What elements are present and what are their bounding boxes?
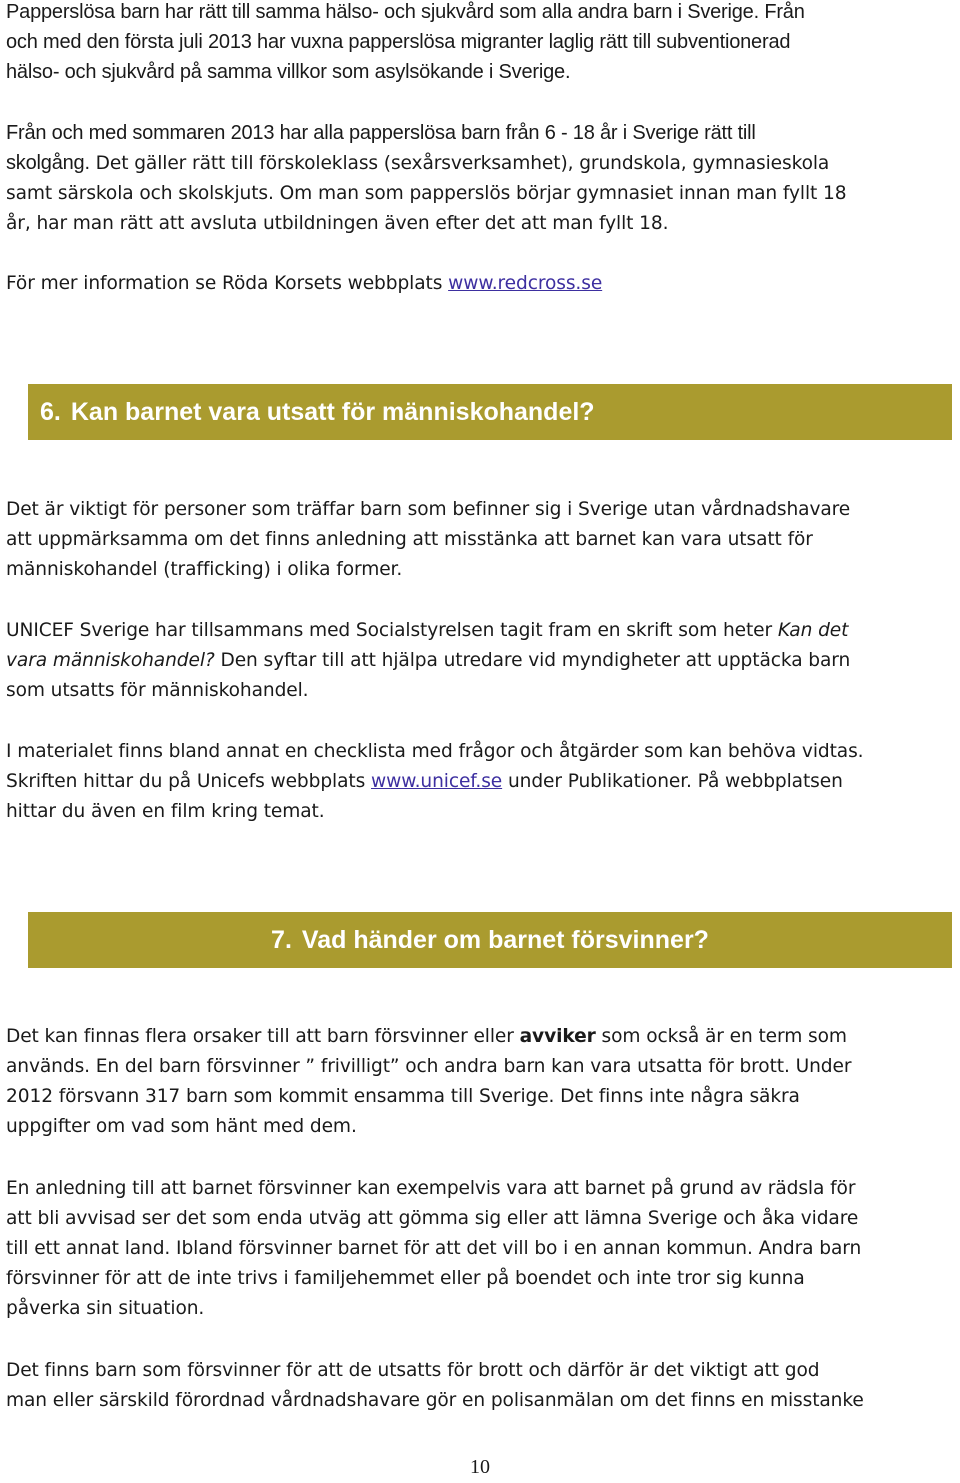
text-line (6, 767, 946, 797)
text-segment-italic: vara människohandel? (6, 650, 215, 671)
text-segment: UNICEF Sverige har tillsammans med Socialstyrelsen tagit fram en skrift som heter (6, 620, 778, 641)
section-heading-7 (28, 912, 952, 968)
text-segment: Om man som papperslös börjar gymnasiet innan man fyllt 18 (273, 183, 847, 204)
text-segment: Det kan finnas flera orsaker till att barn försvinner eller (6, 1026, 520, 1047)
text-line: till ett annat land. Ibland försvinner barnet för att det vill bo i en annan kommun. Andra barn (6, 1238, 862, 1259)
text-line (6, 269, 946, 299)
text-line: En anledning till att barnet försvinner kan exempelvis vara att barnet på grund av rädsla för (6, 1178, 856, 1199)
paragraph-unicef (6, 616, 946, 706)
text-segment: som också är en term som (595, 1026, 847, 1047)
text-line: hittar du även en film kring temat. (6, 801, 325, 822)
text-segment: Skriften hittar du på Unicefs webbplats (6, 771, 371, 792)
paragraph-materialet (6, 737, 946, 827)
unicef-link[interactable]: www.unicef.se (370, 771, 503, 792)
section-heading-6 (28, 384, 952, 440)
text-line: att uppmärksamma om det finns anledning att misstänka att barnet kan vara utsatt för (6, 529, 813, 550)
paragraph-brott (6, 1356, 946, 1416)
paragraph-viktigt (6, 495, 946, 585)
text-line: Papperslösa barn har rätt till samma hälso- och sjukvård som alla andra barn i Sverige. Från (6, 1, 805, 23)
text-segment: under Publikationer. På webbplatsen (502, 771, 843, 792)
text-line: uppgifter om vad som hänt med dem. (6, 1116, 357, 1137)
text-segment: skolgång. (6, 152, 90, 174)
text-segment-italic: Kan det (777, 620, 849, 641)
text-line: I materialet finns bland annat en checklista med frågor och åtgärder som kan behöva vidtas. (6, 741, 864, 762)
paragraph-mer-information (6, 269, 946, 299)
paragraph-papperslosa-vard (6, 0, 946, 87)
text-segment: samt särskola och skolskjuts. (6, 183, 274, 204)
section-number: 6. (40, 398, 61, 426)
text-line: påverka sin situation. (6, 1298, 205, 1319)
text-line (6, 148, 946, 179)
text-segment-bold: avviker (519, 1026, 596, 1047)
text-line: att bli avvisad ser det som enda utväg att gömma sig eller att lämna Sverige och åka vidare (6, 1208, 859, 1229)
paragraph-anledning (6, 1174, 946, 1324)
section-title: Vad händer om barnet försvinner? (301, 926, 709, 954)
text-segment: Den syftar till att hjälpa utredare vid myndigheter att upptäcka barn (214, 650, 851, 671)
text-line (6, 616, 946, 646)
section-number: 7. (271, 926, 292, 954)
text-line: Från och med sommaren 2013 har alla papperslösa barn från 6 - 18 år i Sverige rätt till (6, 122, 756, 144)
text-line: hälso- och sjukvård på samma villkor som asylsökande i Sverige. (6, 61, 571, 83)
redcross-link[interactable]: www.redcross.se (448, 273, 603, 294)
paragraph-skolgang (6, 118, 946, 239)
text-segment: För mer information se Röda Korsets webbplats (6, 273, 449, 294)
text-line: år, har man rätt att avsluta utbildningen även efter det att man fyllt 18. (6, 213, 669, 234)
section-title: Kan barnet vara utsatt för människohandel? (70, 398, 595, 426)
text-segment: Det gäller rätt till förskoleklass (sexårsverksamhet), grundskola, gymnasieskola (89, 153, 830, 174)
text-line: används. En del barn försvinner ” frivilligt” och andra barn kan vara utsatta för brott. Under (6, 1056, 852, 1077)
text-line: och med den första juli 2013 har vuxna papperslösa migranter laglig rätt till subventionerad (6, 31, 791, 53)
text-line: som utsatts för människohandel. (6, 680, 309, 701)
text-line: man eller särskild förordnad vårdnadshavare gör en polisanmälan om det finns en misstanke (6, 1390, 864, 1411)
text-line: Det är viktigt för personer som träffar barn som befinner sig i Sverige utan vårdnadshavare (6, 499, 851, 520)
text-line (6, 179, 946, 209)
paragraph-orsaker (6, 1022, 946, 1142)
text-line (6, 646, 946, 676)
text-line (6, 1022, 946, 1052)
text-line: 2012 försvann 317 barn som kommit ensamma till Sverige. Det finns inte några säkra (6, 1086, 800, 1107)
text-line: människohandel (trafficking) i olika former. (6, 559, 403, 580)
text-line: Det finns barn som försvinner för att de utsatts för brott och därför är det viktigt att god (6, 1360, 820, 1381)
page-number: 10 (470, 1456, 490, 1478)
text-line: försvinner för att de inte trivs i familjehemmet eller på boendet och inte tror sig kunna (6, 1268, 805, 1289)
